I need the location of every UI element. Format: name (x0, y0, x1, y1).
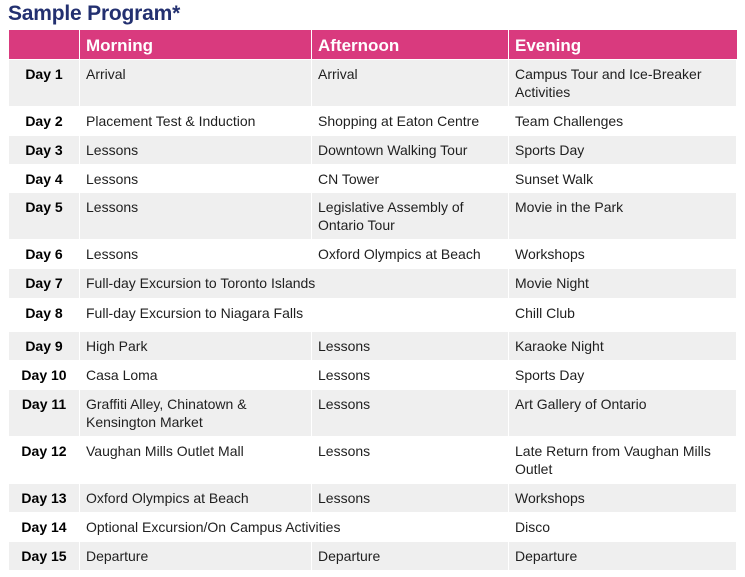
afternoon-cell: Legislative Assembly of Ontario Tour (312, 193, 509, 240)
day-label: Day 6 (9, 240, 80, 269)
day-label: Day 4 (9, 165, 80, 193)
evening-cell: Sports Day (509, 136, 737, 165)
morning-cell: Oxford Olympics at Beach (80, 484, 312, 513)
day-label: Day 12 (9, 437, 80, 484)
evening-cell: Sports Day (509, 361, 737, 390)
evening-cell: Campus Tour and Ice-Breaker Activities (509, 60, 737, 107)
morning-cell: Vaughan Mills Outlet Mall (80, 437, 312, 484)
evening-cell: Karaoke Night (509, 332, 737, 361)
evening-cell: Movie Night (509, 269, 737, 299)
program-table (8, 30, 737, 571)
fullday-cell: Full-day Excursion to Toronto Islands (80, 269, 509, 299)
afternoon-cell: Lessons (312, 484, 509, 513)
header-day (9, 30, 80, 60)
evening-cell: Movie in the Park (509, 193, 737, 240)
day-label: Day 10 (9, 361, 80, 390)
evening-cell: Chill Club (509, 299, 737, 332)
fullday-cell: Optional Excursion/On Campus Activities (80, 513, 509, 542)
morning-cell: Graffiti Alley, Chinatown & Kensington Market (80, 390, 312, 437)
table-body (9, 60, 737, 571)
header-evening: Evening (509, 30, 737, 60)
evening-cell: Late Return from Vaughan Mills Outlet (509, 437, 737, 484)
day-label: Day 11 (9, 390, 80, 437)
afternoon-cell: Arrival (312, 60, 509, 107)
day-label: Day 2 (9, 107, 80, 136)
evening-cell: Sunset Walk (509, 165, 737, 193)
afternoon-cell: CN Tower (312, 165, 509, 193)
afternoon-cell: Lessons (312, 437, 509, 484)
table-row (9, 390, 737, 437)
day-label: Day 13 (9, 484, 80, 513)
morning-cell: High Park (80, 332, 312, 361)
table-header (9, 30, 737, 60)
morning-cell: Arrival (80, 60, 312, 107)
afternoon-cell: Oxford Olympics at Beach (312, 240, 509, 269)
day-label: Day 3 (9, 136, 80, 165)
afternoon-cell: Lessons (312, 390, 509, 437)
morning-cell: Lessons (80, 240, 312, 269)
page-title: Sample Program* (8, 2, 181, 25)
day-label: Day 14 (9, 513, 80, 542)
table-row (9, 299, 737, 332)
table-row (9, 542, 737, 571)
header-morning: Morning (80, 30, 312, 60)
morning-cell: Lessons (80, 136, 312, 165)
table-row (9, 193, 737, 240)
table-row (9, 332, 737, 361)
evening-cell: Departure (509, 542, 737, 571)
day-label: Day 7 (9, 269, 80, 299)
day-label: Day 8 (9, 299, 80, 332)
table-row (9, 484, 737, 513)
afternoon-cell: Departure (312, 542, 509, 571)
table-row (9, 361, 737, 390)
table-row (9, 240, 737, 269)
table-row (9, 269, 737, 299)
evening-cell: Workshops (509, 484, 737, 513)
evening-cell: Workshops (509, 240, 737, 269)
table-row (9, 60, 737, 107)
day-label: Day 15 (9, 542, 80, 571)
evening-cell: Disco (509, 513, 737, 542)
fullday-cell: Full-day Excursion to Niagara Falls (80, 299, 509, 332)
afternoon-cell: Lessons (312, 332, 509, 361)
afternoon-cell: Lessons (312, 361, 509, 390)
header-afternoon: Afternoon (312, 30, 509, 60)
morning-cell: Lessons (80, 165, 312, 193)
table-row (9, 165, 737, 193)
table-row (9, 513, 737, 542)
day-label: Day 9 (9, 332, 80, 361)
evening-cell: Art Gallery of Ontario (509, 390, 737, 437)
morning-cell: Lessons (80, 193, 312, 240)
table-row (9, 107, 737, 136)
morning-cell: Casa Loma (80, 361, 312, 390)
morning-cell: Departure (80, 542, 312, 571)
afternoon-cell: Shopping at Eaton Centre (312, 107, 509, 136)
table-row (9, 136, 737, 165)
afternoon-cell: Downtown Walking Tour (312, 136, 509, 165)
table-row (9, 437, 737, 484)
morning-cell: Placement Test & Induction (80, 107, 312, 136)
evening-cell: Team Challenges (509, 107, 737, 136)
day-label: Day 5 (9, 193, 80, 240)
day-label: Day 1 (9, 60, 80, 107)
